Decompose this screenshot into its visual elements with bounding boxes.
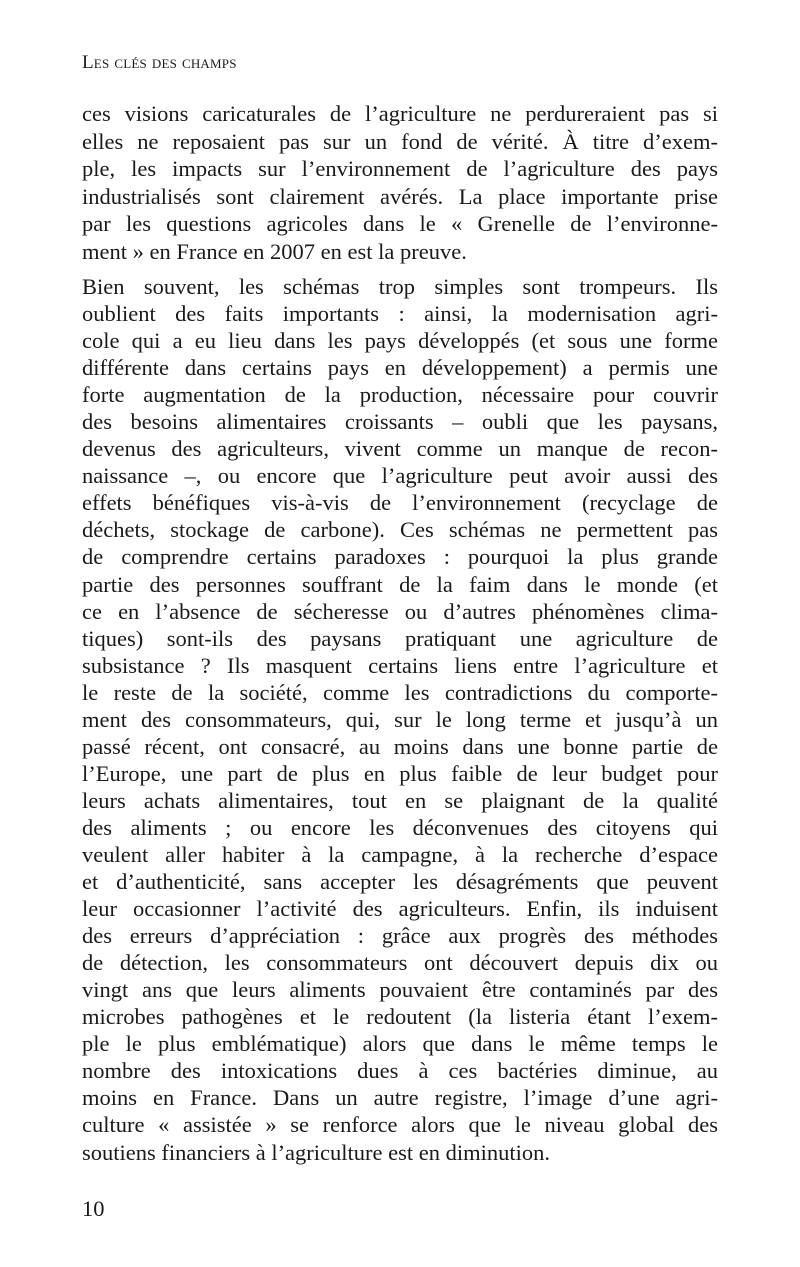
text-line: déchets, stockage de carbone). Ces schémas ne permettent pas <box>82 517 718 543</box>
text-line: moins en France. Dans un autre registre, l’image d’une agri- <box>82 1085 718 1111</box>
text-line: de comprendre certains paradoxes : pourquoi la plus grande <box>82 544 718 570</box>
text-line: des erreurs d’appréciation : grâce aux progrès des méthodes <box>82 923 718 949</box>
text-line: ment des consommateurs, qui, sur le long terme et jusqu’à un <box>82 706 718 732</box>
text-line: elles ne reposaient pas sur un fond de vérité. À titre d’exem- <box>82 128 718 154</box>
text-line: des aliments ; ou encore les déconvenues des citoyens qui <box>82 814 718 840</box>
text-line: culture « assistée » se renforce alors que le niveau global des <box>82 1112 718 1138</box>
text-line: par les questions agricoles dans le « Grenelle de l’environne- <box>82 211 718 237</box>
text-line: oublient des faits importants : ainsi, la modernisation agri- <box>82 301 718 327</box>
text-line: ce en l’absence de sécheresse ou d’autres phénomènes clima- <box>82 598 718 624</box>
text-line: l’Europe, une part de plus en plus faible de leur budget pour <box>82 760 718 786</box>
text-line: le reste de la société, comme les contradictions du comporte- <box>82 679 718 705</box>
text-line: ple le plus emblématique) alors que dans le même temps le <box>82 1031 718 1057</box>
text-line: Bien souvent, les schémas trop simples sont trompeurs. Ils <box>82 274 718 299</box>
text-line: microbes pathogènes et le redoutent (la listeria étant l’exem- <box>82 1004 718 1030</box>
text-line: passé récent, ont consacré, au moins dans une bonne partie de <box>82 733 718 759</box>
text-line: différente dans certains pays en développement) a permis une <box>82 355 718 381</box>
page-number: 10 <box>82 1196 105 1221</box>
text-line: industrialisés sont clairement avérés. La place importante prise <box>82 183 718 209</box>
text-line: leur occasionner l’activité des agriculteurs. Enfin, ils induisent <box>82 896 718 922</box>
text-line: de détection, les consommateurs ont découvert depuis dix ou <box>82 950 718 976</box>
text-line: soutiens financiers à l’agriculture est en diminution. <box>82 1139 550 1165</box>
text-line: subsistance ? Ils masquent certains liens entre l’agriculture et <box>82 652 718 678</box>
paragraph-2 <box>82 273 718 1166</box>
text-line: cole qui a eu lieu dans les pays développés (et sous une forme <box>82 328 718 354</box>
text-line: devenus des agriculteurs, vivent comme un manque de recon- <box>82 436 718 462</box>
text-line: forte augmentation de la production, nécessaire pour couvrir <box>82 382 718 408</box>
text-line: tiques) sont-ils des paysans pratiquant une agriculture de <box>82 625 718 651</box>
text-line: nombre des intoxications dues à ces bactéries diminue, au <box>82 1058 718 1084</box>
text-line: ment » en France en 2007 en est la preuve. <box>82 238 467 264</box>
running-header: Les clés des champs <box>82 52 237 73</box>
text-line: leurs achats alimentaires, tout en se plaignant de la qualité <box>82 787 718 813</box>
text-line: effets bénéfiques vis-à-vis de l’environnement (recyclage de <box>82 490 718 516</box>
text-line: naissance –, ou encore que l’agriculture peut avoir aussi des <box>82 463 718 489</box>
text-line: ces visions caricaturales de l’agriculture ne perdureraient pas si <box>82 101 718 126</box>
text-line: veulent aller habiter à la campagne, à la recherche d’espace <box>82 841 718 867</box>
text-line: et d’authenticité, sans accepter les désagréments que peuvent <box>82 869 718 895</box>
text-line: ple, les impacts sur l’environnement de l’agriculture des pays <box>82 156 718 182</box>
text-line: partie des personnes souffrant de la faim dans le monde (et <box>82 571 718 597</box>
text-line: des besoins alimentaires croissants – oubli que les paysans, <box>82 409 718 435</box>
text-line: vingt ans que leurs aliments pouvaient être contaminés par des <box>82 977 718 1003</box>
paragraph-1 <box>82 100 718 266</box>
